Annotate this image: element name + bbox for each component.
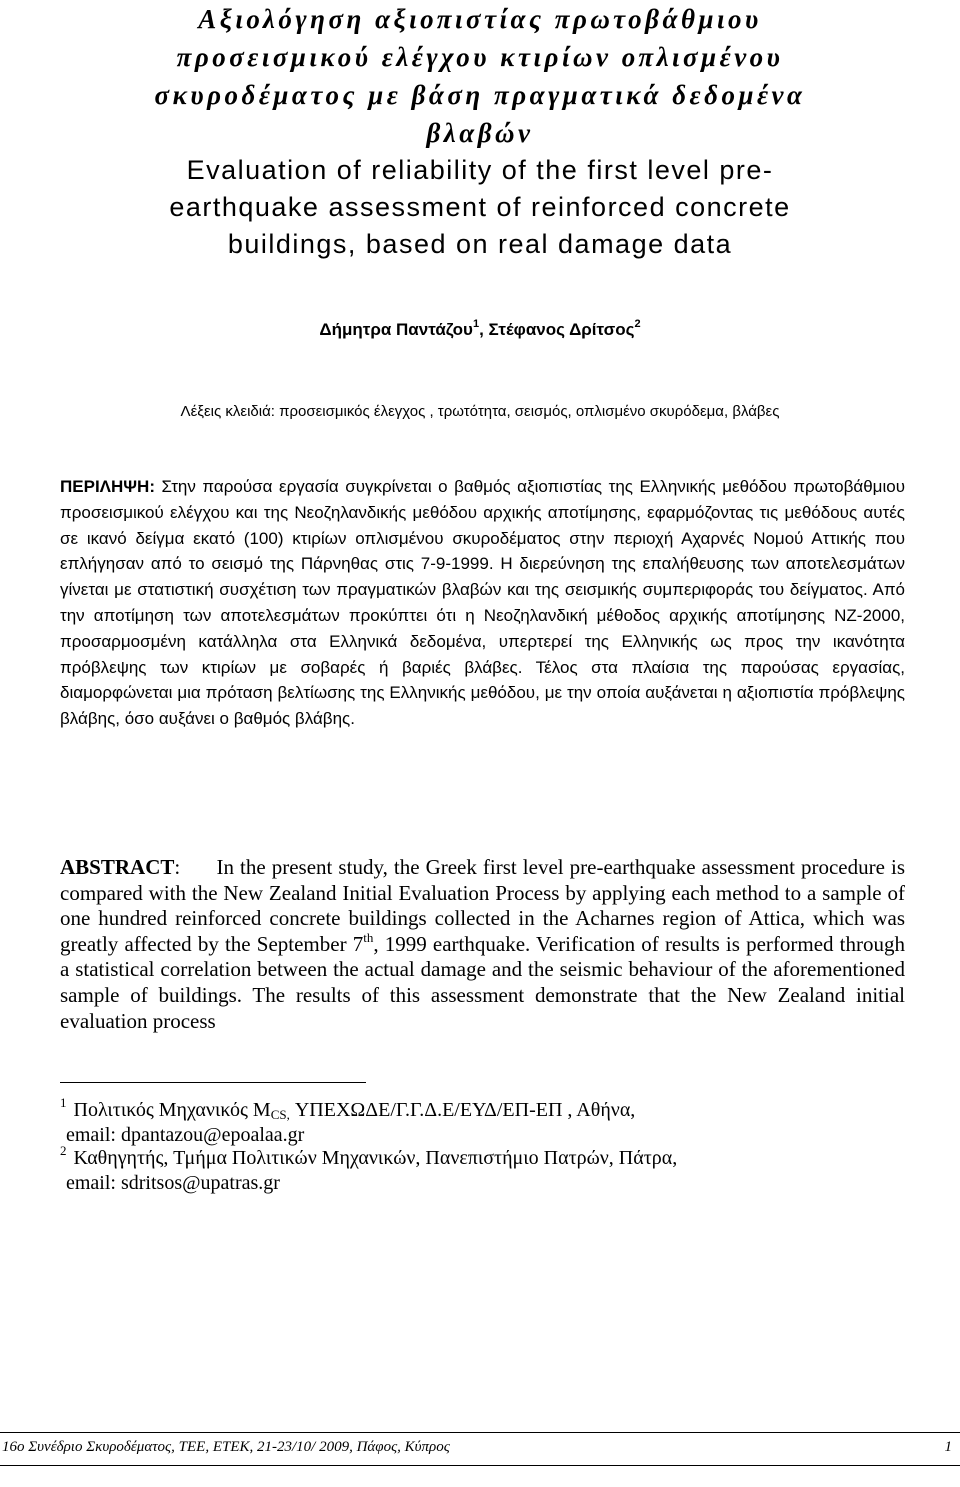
author-separator: , [479,320,489,339]
ordinal-suffix: th [363,929,374,945]
abstract-english [60,855,905,1034]
footnote-2 [60,1143,920,1196]
footnote-1 [60,1095,920,1148]
abstract-english-label: ABSTRACT [60,855,175,879]
footnote-email: email: dpantazou@epoalaa.gr [66,1124,305,1146]
title-english-line: earthquake assessment of reinforced concrete [169,192,791,222]
footnote-separator [60,1082,366,1083]
title-greek-line: σκυροδέματος με βάση πραγματικά δεδομένα [154,80,806,110]
title-english-line: buildings, based on real damage data [227,229,733,259]
author-name: Στέφανος Δρίτσος [488,320,635,339]
abstract-english-colon: : [174,855,181,879]
author-name: Δήμητρα Παντάζου [319,320,473,339]
title-greek-line: Αξιολόγηση αξιοπιστίας πρωτοβάθμιου [198,4,762,34]
affiliation-mark: 1 [472,318,480,330]
abstract-greek [60,474,905,732]
abstract-greek-text: Στην παρούσα εργασία συγκρίνεται ο βαθμός αξιοπιστίας της Ελληνικής μεθόδου πρωτοβάθμιου προσεισμικού ελέγχου και της Νεοζηλανδικής μεθόδου αρχικής αποτίμησης, εφαρμόζοντας τις μεθόδους αυτές σε ικανό δείγμα εκατό (100) κτιρίων οπλισμένου σκυροδέματος στην περιοχή Αχαρνές Νομού Αττικής που επλήγησαν από το σεισμό της Πάρνηθας στις 7-9-1999. Η διερεύνηση της επαλήθευσης των αποτελεσμάτων γίνεται με στατιστική συσχέτιση των πραγματικών βλαβών και της σεισμικής συμπεριφοράς του δείγματος. Από την αποτίμηση των αποτελεσμάτων προκύπτει ότι η Νεοζηλανδική μέθοδος αρχικής αποτίμησης NZ-2000, προσαρμοσμένη κατάλληλα στα Ελληνικά δεδομένα, υπερτερεί της Ελληνικής ως προς την ικανότητα πρόβλεψης των κτιρίων με σοβαρές ή βαριές βλάβες. Τέλος στα πλαίσια της παρούσας εργασίας, διαμορφώνεται μια πρόταση βελτίωσης της Ελληνικής μεθόδου, με την οποία αυξάνεται η αξιοπιστία πρόβλεψης βλάβης, όσο αυξάνει ο βαθμός βλάβης. [60,477,905,729]
footnote-mark: 2 [60,1143,67,1158]
title-english-line: Evaluation of reliability of the first level pre- [186,155,774,185]
affiliation-mark: 2 [634,318,641,330]
footnote-email: email: sdritsos@upatras.gr [66,1172,280,1194]
abstract-english-text-continued: , 1999 earthquake. Verification of results is performed through a statistical correlation between the actual damage and the seismic behaviour of the aforementioned sample of buildings. The results of this assessment demonstrate that the New Zealand initial evaluation process [60,931,905,1033]
page-number: 1 [944,1439,952,1455]
footnote-mark: 1 [60,1095,67,1110]
title-greek-line: προσεισμικού ελέγχου κτιρίων οπλισμένου [176,42,784,72]
paper-title-english [60,152,900,263]
conference-info: 16ο Συνέδριο Σκυροδέματος, ΤΕΕ, ΕΤΕΚ, 21-23/10/ 2009, Πάφος, Κύπρος [2,1439,450,1455]
footnote-text: Καθηγητής, Τμήμα Πολιτικών Μηχανικών, Πανεπιστήμιο Πατρών, Πάτρα, [73,1147,678,1169]
abstract-english-text: In the present study, the Greek first level pre-earthquake assessment procedure is compared with the New Zealand Initial Evaluation Process by applying each method to a sample of one hundred reinforced concrete buildings collected in the Acharnes region of Attica, which was greatly affected by the September 7 [60,855,905,956]
paper-title-greek [60,0,900,152]
keywords: Λέξεις κλειδιά: προσεισμικός έλεγχος , τρωτότητα, σεισμός, οπλισμένο σκυρόδεμα, βλάβες [180,403,780,420]
footnote-text-continued: ΥΠΕΧΩΔΕ/Γ.Γ.Δ.Ε/ΕΥΔ/ΕΠ-ΕΠ , Αθήνα, [289,1099,636,1121]
footnote-subscript: CS, [270,1107,290,1122]
abstract-greek-label: ΠΕΡΙΛΗΨΗ: [60,477,155,496]
footnote-text: Πολιτικός Μηχανικός Μ [73,1099,271,1121]
title-greek-line: βλαβών [426,118,534,148]
author-list [0,316,960,344]
page-footer [0,1432,960,1466]
